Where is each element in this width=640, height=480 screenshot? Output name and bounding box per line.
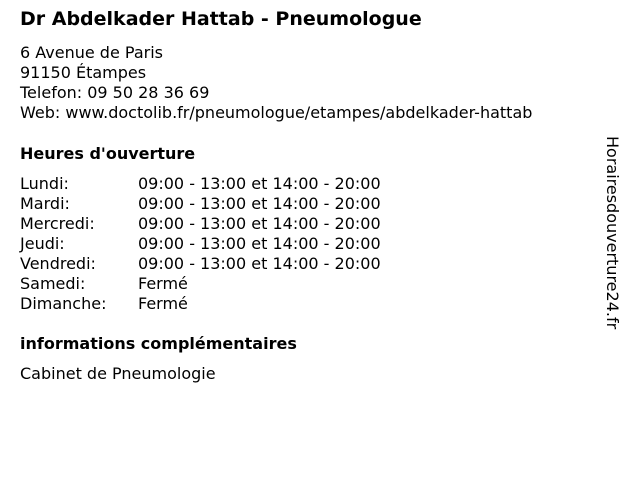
site-watermark: Horairesdouverture24.fr xyxy=(603,136,622,330)
time-value: 09:00 - 13:00 et 14:00 - 20:00 xyxy=(138,214,381,233)
time-value: 09:00 - 13:00 et 14:00 - 20:00 xyxy=(138,254,381,273)
day-label: Samedi: xyxy=(20,274,86,293)
contact-block xyxy=(20,43,532,123)
street-address: 6 Avenue de Paris xyxy=(20,43,163,62)
day-label: Jeudi: xyxy=(20,234,65,253)
city-address: 91150 Étampes xyxy=(20,63,147,82)
day-label: Lundi: xyxy=(20,174,69,193)
time-value: 09:00 - 13:00 et 14:00 - 20:00 xyxy=(138,234,381,253)
additional-info-text: Cabinet de Pneumologie xyxy=(20,364,216,383)
day-label: Mercredi: xyxy=(20,214,95,233)
day-label: Dimanche: xyxy=(20,294,107,313)
time-value: 09:00 - 13:00 et 14:00 - 20:00 xyxy=(138,194,381,213)
day-label: Mardi: xyxy=(20,194,70,213)
additional-info-heading: informations complémentaires xyxy=(20,334,297,353)
day-label: Vendredi: xyxy=(20,254,96,273)
time-value: 09:00 - 13:00 et 14:00 - 20:00 xyxy=(138,174,381,193)
time-value: Fermé xyxy=(138,274,188,293)
page-title: Dr Abdelkader Hattab - Pneumologue xyxy=(20,8,422,30)
website-link[interactable]: Web: www.doctolib.fr/pneumologue/etampes/abdelkader-hattab xyxy=(20,103,533,122)
phone-number: Telefon: 09 50 28 36 69 xyxy=(20,83,210,102)
time-value: Fermé xyxy=(138,294,188,313)
opening-hours-heading: Heures d'ouverture xyxy=(20,144,196,163)
